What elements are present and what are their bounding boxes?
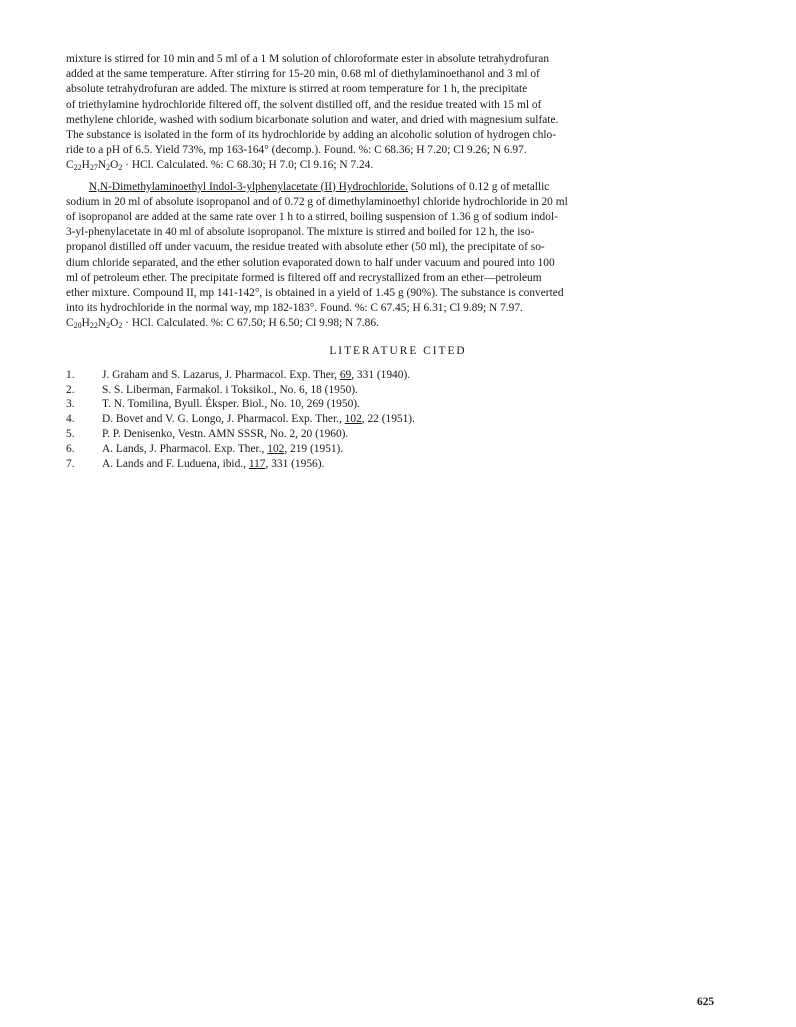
formula-element: N: [97, 159, 107, 172]
calculated-text: · HCl. Calculated. %: C 67.50; H 6.50; Cl 9.98; N 7.86.: [125, 317, 379, 330]
reference-text: [102, 457, 324, 472]
reference-text: [102, 427, 348, 442]
reference-citation: J. Graham and S. Lazarus, J. Pharmacol. Exp. Ther,: [102, 368, 340, 381]
reference-pages: , 331 (1940).: [351, 368, 411, 381]
formula-element: H: [81, 317, 90, 330]
reference-number: 7.: [66, 457, 75, 470]
reference-text: [102, 368, 410, 383]
formula-element: N: [97, 317, 107, 330]
formula-subscript: 2: [118, 321, 123, 331]
formula-line: [66, 158, 730, 173]
calculated-text: · HCl. Calculated. %: C 68.30; H 7.0; Cl 9.16; N 7.24.: [125, 159, 374, 172]
text-line: sodium in 20 ml of absolute isopropanol and of 0.72 g of dimethylaminoethyl chloride hydrochloride in 20 ml: [66, 195, 568, 208]
text-line-rest: Solutions of 0.12 g of metallic: [407, 180, 550, 193]
reference-item: [66, 442, 730, 457]
text-line: ml of petroleum ether. The precipitate formed is filtered off and recrystallized from an ether—petroleum: [66, 271, 542, 284]
formula-element: C: [66, 317, 74, 330]
reference-number: 3.: [66, 398, 75, 411]
reference-number: 6.: [66, 442, 75, 455]
text-line: ether mixture. Compound II, mp 141-142°, is obtained in a yield of 1.45 g (90%). The substance is converted: [66, 287, 564, 300]
reference-item: [66, 457, 730, 472]
reference-volume: 102: [267, 442, 285, 455]
formula-subscript: 2: [106, 163, 111, 173]
reference-item: [66, 427, 730, 442]
reference-pages: , 22 (1951).: [361, 413, 415, 426]
paragraph-2: [66, 180, 730, 332]
reference-volume: 69: [339, 368, 352, 381]
text-line: methylene chloride, washed with sodium bicarbonate solution and water, and dried with magnesium sulfate.: [66, 113, 559, 126]
text-line: [66, 180, 730, 195]
reference-number: 2.: [66, 383, 75, 396]
reference-pages: , 219 (1951).: [284, 442, 344, 455]
text-line: of isopropanol are added at the same rate over 1 h to a stirred, boiling suspension of 1.36 g of sodium indol-: [66, 211, 558, 224]
formula-element: O: [110, 159, 119, 172]
text-line: ride to a pH of 6.5. Yield 73%, mp 163-164° (decomp.). Found. %: C 68.36; H 7.20; Cl 9.26; N 6.97.: [66, 144, 527, 157]
reference-number: 4.: [66, 413, 75, 426]
reference-citation: T. N. Tomilina, Byull. Éksper. Biol., No. 10, 269 (1950).: [102, 398, 360, 411]
reference-item: [66, 397, 730, 412]
formula-subscript: 22: [73, 163, 82, 173]
text-line: absolute tetrahydrofuran are added. The mixture is stirred at room temperature for 1 h, the precipitate: [66, 83, 528, 96]
reference-number: 5.: [66, 428, 75, 441]
reference-pages: , 331 (1956).: [265, 457, 325, 470]
reference-volume: 117: [248, 457, 266, 470]
paragraph-1: [66, 52, 730, 174]
text-line: The substance is isolated in the form of its hydrochloride by adding an alcoholic solution of hydrogen chlo-: [66, 129, 557, 142]
formula-subscript: 27: [89, 163, 98, 173]
reference-number: 1.: [66, 368, 75, 381]
formula-line: [66, 316, 730, 331]
page-number: 625: [697, 996, 715, 1008]
formula-subscript: 2: [106, 321, 111, 331]
text-line: 3-yl-phenylacetate in 40 ml of absolute isopropanol. The mixture is stirred and boiled for 12 h, the iso-: [66, 226, 535, 239]
reference-text: [102, 383, 358, 398]
formula-element: O: [110, 317, 119, 330]
page-body: [66, 52, 730, 471]
formula-element: H: [81, 159, 90, 172]
text-line: dium chloride separated, and the ether solution evaporated down to half under vacuum and poured into 100: [66, 256, 555, 269]
text-line: mixture is stirred for 10 min and 5 ml of a 1 M solution of chloroformate ester in absolute tetrahydrofuran: [66, 53, 550, 65]
reference-citation: A. Lands and F. Luduena, ibid.,: [102, 457, 249, 470]
text-line: added at the same temperature. After stirring for 15-20 min, 0.68 ml of diethylaminoethanol and 3 ml of: [66, 68, 540, 81]
formula-subscript: 2: [118, 163, 123, 173]
text-line: of triethylamine hydrochloride filtered off, the solvent distilled off, and the residue treated with 15 ml of: [66, 98, 542, 111]
formula-subscript: 22: [89, 321, 98, 331]
formula-subscript: 20: [73, 321, 82, 331]
formula-element: C: [66, 159, 74, 172]
reference-citation: S. S. Liberman, Farmakol. i Toksikol., No. 6, 18 (1950).: [102, 383, 358, 396]
reference-text: [102, 442, 343, 457]
text-line: propanol distilled off under vacuum, the residue treated with absolute ether (50 ml), the precipitate of so-: [66, 241, 545, 254]
reference-text: [102, 397, 360, 412]
reference-citation: D. Bovet and V. G. Longo, J. Pharmacol. Exp. Ther.,: [102, 413, 345, 426]
text-line: into its hydrochloride in the normal way, mp 182-183°. Found. %: C 67.45; H 6.31; Cl 9.89; N 7.97.: [66, 302, 523, 315]
reference-citation: A. Lands, J. Pharmacol. Exp. Ther.,: [102, 442, 268, 455]
reference-list: [66, 368, 730, 472]
reference-item: [66, 412, 730, 427]
literature-heading: LITERATURE CITED: [329, 344, 467, 357]
reference-citation: P. P. Denisenko, Vestn. AMN SSSR, No. 2, 20 (1960).: [102, 428, 349, 441]
reference-text: [102, 412, 415, 427]
reference-item: [66, 368, 730, 383]
reference-item: [66, 383, 730, 398]
compound-heading: N,N-Dimethylaminoethyl Indol-3-ylphenylacetate (II) Hydrochloride.: [88, 180, 408, 193]
reference-volume: 102: [344, 413, 362, 426]
